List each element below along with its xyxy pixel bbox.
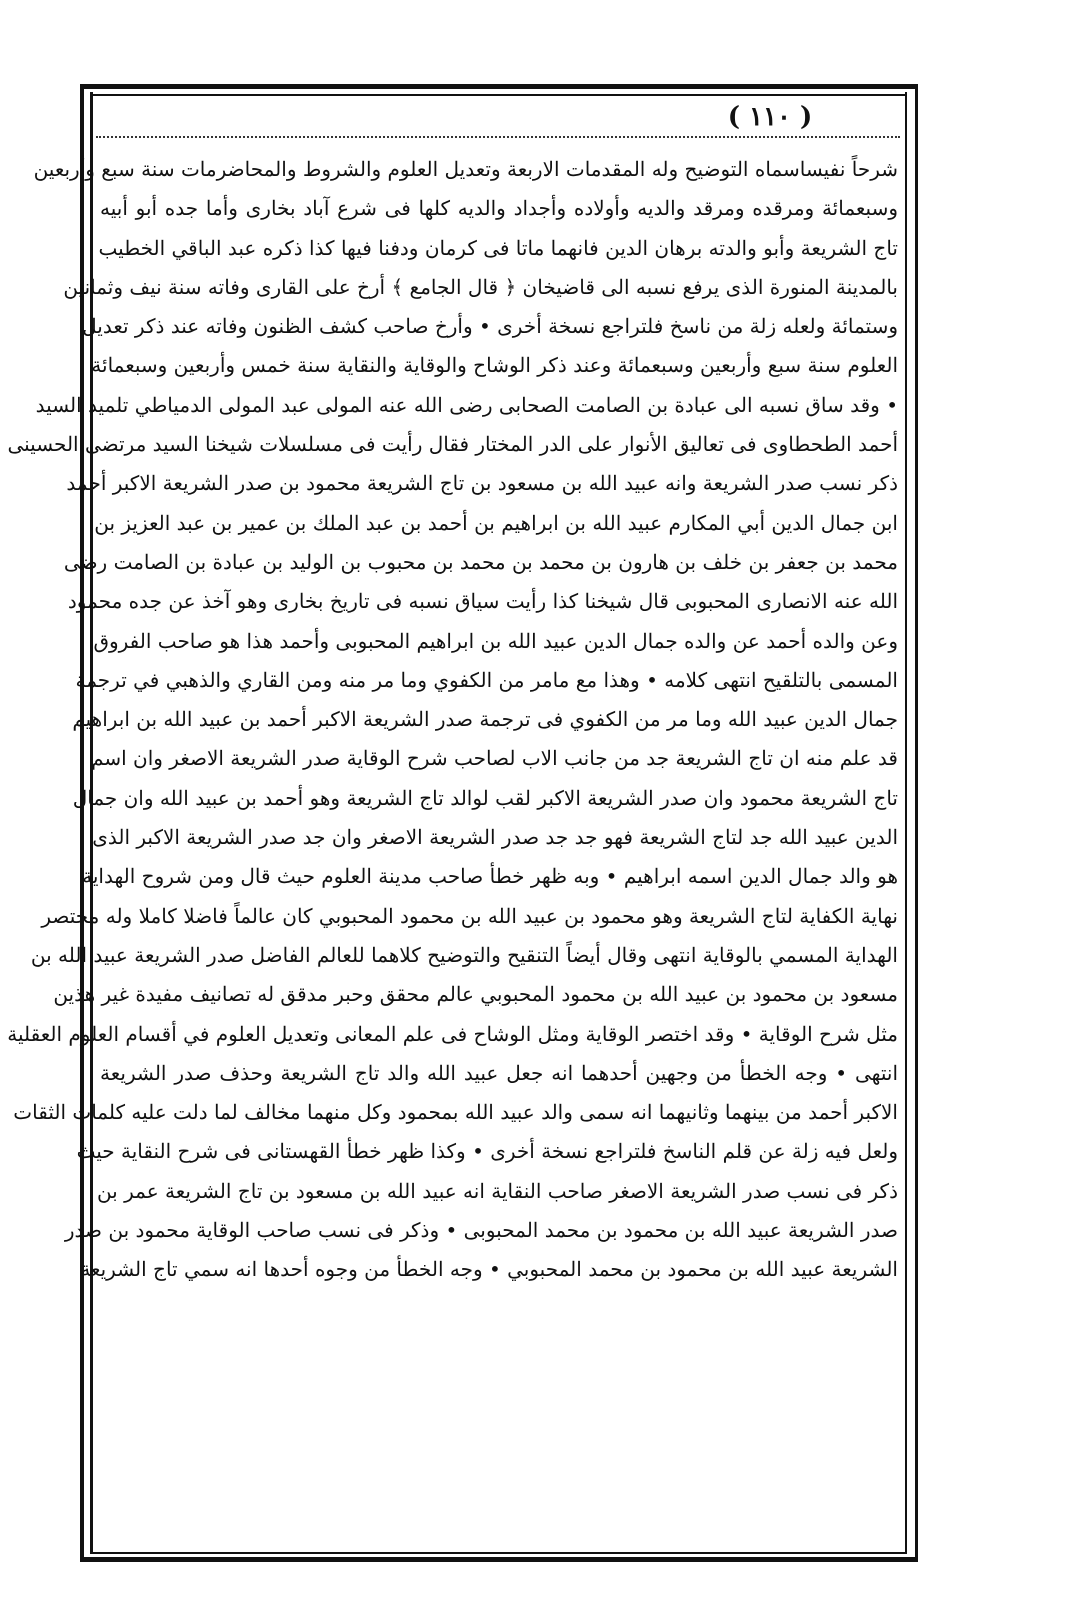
header-divider bbox=[96, 136, 900, 138]
text-line: الشريعة عبيد الله بن محمود بن محمد المحبوبي • وجه الخطأ من وجوه أحدها انه سمي تاج الشريعة bbox=[80, 1257, 898, 1282]
text-line: الهداية المسمي بالوقاية انتهى وقال أيضاً التنقيح والتوضيح كلاهما للعالم الفاضل صدر الشريعة عبيد الله بن bbox=[30, 942, 898, 967]
text-line: وعن والده أحمد عن والده جمال الدين عبيد الله بن ابراهيم المحبوبى وأحمد هذا هو صاحب الفروق bbox=[93, 628, 898, 653]
text-line: بالمدينة المنورة الذى يرفع نسبه الى قاضيخان ﴿ قال الجامع ﴾ أرخ على القارى وفاته سنة نيف وثمانين bbox=[63, 274, 898, 299]
text-line: نهاية الكفاية لتاج الشريعة وهو محمود بن عبيد الله بن محمود المحبوبي كان عالماً فاضلا كاملا وله مختصر bbox=[41, 903, 898, 928]
text-line: الدين عبيد الله جد لتاج الشريعة فهو جد جد صدر الشريعة الاصغر وان جد صدر الشريعة الاكبر الذى bbox=[92, 825, 898, 850]
text-line: وستمائة ولعله زلة من ناسخ فلتراجع نسخة أخرى • وأرخ صاحب كشف الظنون وفاته عند ذكر تعديل bbox=[82, 314, 898, 339]
text-line: الله عنه الانصارى المحبوبى قال شيخنا كذا رأيت سياق نسبه فى تاريخ بخارى وهو آخذ عن جده محمود bbox=[67, 589, 898, 614]
text-line: صدر الشريعة عبيد الله بن محمود بن محمد المحبوبى • وذكر فى نسب صاحب الوقاية محمود بن صدر bbox=[64, 1218, 898, 1243]
text-line: قد علم منه ان تاج الشريعة جد من جانب الاب لصاحب شرح الوقاية صدر الشريعة الاصغر وان اسم bbox=[91, 746, 898, 771]
text-line: العلوم سنة سبع وأربعين وسبعمائة وعند ذكر الوشاح والوقاية والنقاية سنة خمس وأربعين وسبعمائة bbox=[91, 353, 898, 378]
text-line: أحمد الطحطاوى فى تعاليق الأنوار على الدر المختار فقال رأيت فى مسلسلات شيخنا السيد مرتضى الحسينى bbox=[7, 432, 898, 457]
text-line: مسعود بن محمود بن عبيد الله بن محمود المحبوبي عالم محقق وحبر مدقق له تصانيف مفيدة غير هذين bbox=[53, 982, 898, 1007]
text-line: • وقد ساق نسبه الى عبادة بن الصامت الصحابى رضى الله عنه المولى عبد المولى الدمياطي تلميذ السيد bbox=[35, 392, 898, 417]
text-line: ابن جمال الدين أبي المكارم عبيد الله بن ابراهيم بن أحمد بن عبد الملك بن عمير بن عبد العزيز بن bbox=[94, 510, 898, 535]
text-line: تاج الشريعة وأبو والدته برهان الدين فانهما ماتا فى كرمان ودفنا فيها كذا ذكره عبد الباقي الخطيب bbox=[98, 235, 898, 260]
text-line: شرحاً نفيساسماه التوضيح وله المقدمات الاربعة وتعديل العلوم والشروط والمحاضرمات سنة سبع وأربعين bbox=[33, 157, 898, 181]
text-line: ذكر فى نسب صدر الشريعة الاصغر صاحب النقاية انه عبيد الله بن مسعود بن تاج الشريعة عمر بن bbox=[96, 1178, 898, 1203]
text-line: المسمى بالتلقيح انتهى كلامه • وهذا مع مامر من الكفوي وما مر منه ومن القاري والذهبي في ترجمة bbox=[75, 667, 898, 692]
text-line: الاكبر أحمد من بينهما وثانيهما انه سمى والد عبيد الله بمحمود وكل منهما مخالف لما دلت عليه كلمات الثقات bbox=[13, 1100, 898, 1125]
page-number: ( ١١٠ ) bbox=[727, 102, 813, 132]
text-line: تاج الشريعة محمود وان صدر الشريعة الاكبر لقب لوالد تاج الشريعة وهو أحمد بن عبيد الله وان جمال bbox=[72, 785, 898, 810]
body-text bbox=[7, 150, 898, 1290]
inner-border-top bbox=[90, 94, 907, 96]
inner-border-right bbox=[905, 92, 907, 1554]
text-line: ولعل فيه زلة عن قلم الناسخ فلتراجع نسخة أخرى • وكذا ظهر خطأ القهستانى فى شرح النقاية حيث bbox=[76, 1139, 898, 1164]
text-line: هو والد جمال الدين اسمه ابراهيم • وبه ظهر خطأ صاحب مدينة العلوم حيث قال ومن شروح الهداية bbox=[82, 864, 898, 889]
text-line: مثل شرح الوقاية • وقد اختصر الوقاية ومثل الوشاح فى علم المعانى وتعديل العلوم في أقسام العلوم العقلية bbox=[7, 1021, 898, 1046]
text-line: ذكر نسب صدر الشريعة وانه عبيد الله بن مسعود بن تاج الشريعة محمود بن صدر الشريعة الاكبر أحمد bbox=[66, 471, 898, 496]
text-line: محمد بن جعفر بن خلف بن هارون بن محمد بن محمد بن محبوب بن الوليد بن عبادة بن الصامت رضى bbox=[63, 549, 898, 574]
text-line: جمال الدين عبيد الله وما مر من الكفوي فى ترجمة صدر الشريعة الاكبر أحمد بن عبيد الله بن ابراهيم bbox=[72, 707, 898, 732]
inner-border-bottom bbox=[90, 1552, 907, 1554]
text-line: وسبعمائة ومرقده ومرقد والديه وأولاده وأجداد والديه كلها فى شرع آباد بخارى وأما جده أبو أبيه bbox=[100, 196, 898, 221]
text-line: انتهى • وجه الخطأ من وجهين أحدهما انه جعل عبيد الله والد تاج الشريعة وحذف صدر الشريعة bbox=[100, 1060, 898, 1085]
